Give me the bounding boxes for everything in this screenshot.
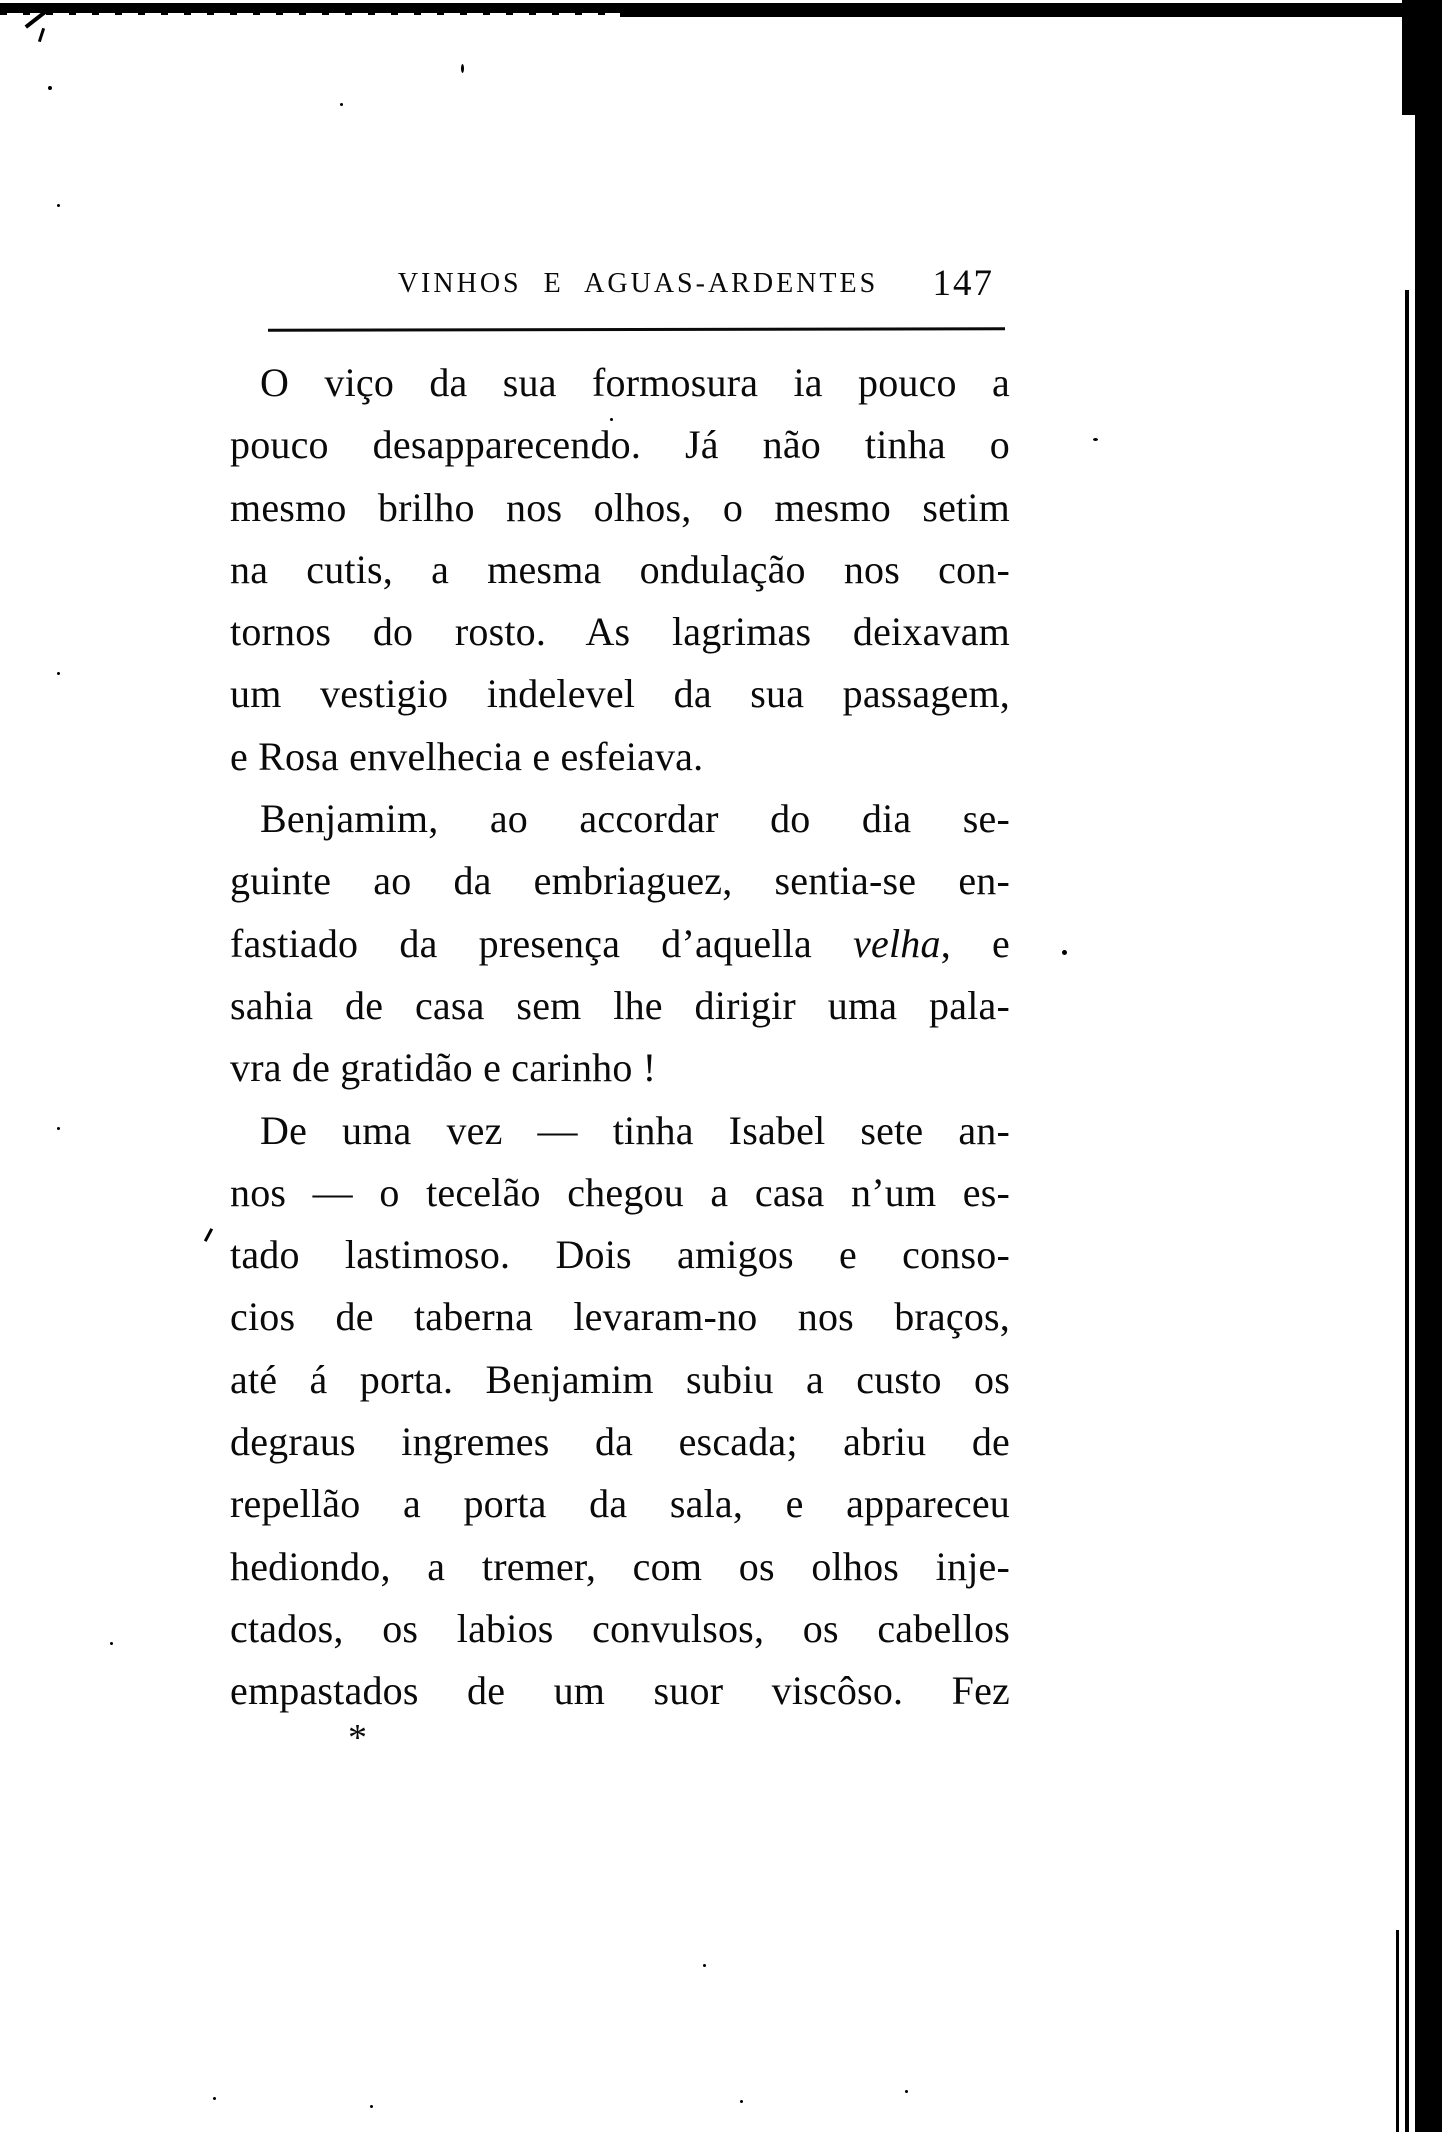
text-line [230, 1536, 1010, 1598]
text-line [230, 1598, 1010, 1660]
text-segment: cios de taberna levaram-no nos braços, [230, 1294, 1010, 1340]
text-line [230, 913, 1010, 975]
text-line [230, 1037, 1010, 1099]
text-line [230, 726, 1010, 788]
scan-top-edge-band [620, 12, 1442, 17]
text-segment: nos — o tecelão chegou a casa n’um es- [230, 1169, 1010, 1215]
text-line [230, 477, 1010, 539]
scan-right-edge-band [1415, 0, 1442, 2132]
text-line [230, 1473, 1010, 1535]
text-line [230, 1224, 1010, 1286]
paragraph [230, 1100, 1010, 1723]
text-line [230, 1286, 1010, 1348]
paragraph [230, 352, 1010, 788]
text-segment: guinte ao da embriaguez, sentia-se en- [230, 858, 1010, 904]
text-line [230, 850, 1010, 912]
text-segment: , e [940, 920, 1010, 966]
text-line [230, 1660, 1010, 1722]
scan-speck [905, 2090, 908, 2093]
text-segment: um vestigio indelevel da sua passagem, [230, 671, 1010, 717]
text-segment: na cutis, a mesma ondulação nos con- [230, 546, 1010, 592]
text-segment: Benjamim, ao accordar do dia se- [260, 796, 1010, 842]
page-number: 147 [932, 263, 994, 304]
text-segment: e Rosa envelhecia e esfeiava. [230, 733, 704, 779]
text-segment: empastados de um suor viscôso. Fez [230, 1668, 1010, 1714]
text-segment: fastiado da presença d’aquella [230, 920, 854, 966]
text-line [230, 975, 1010, 1037]
running-title: VINHOS E AGUAS-ARDENTES [397, 268, 879, 299]
text-line [230, 663, 1010, 725]
text-segment: tado lastimoso. Dois amigos e conso- [230, 1232, 1010, 1278]
scan-speck [57, 1127, 60, 1130]
scan-speck [204, 1228, 213, 1242]
scan-speck [110, 1642, 113, 1645]
text-segment: velha [853, 920, 941, 966]
text-segment: O viço da sua formosura ia pouco a [260, 360, 1010, 405]
header-rule [268, 327, 1005, 332]
scan-scratch [38, 28, 45, 42]
text-line [230, 539, 1010, 601]
scan-speck [1062, 950, 1067, 955]
scan-speck [340, 103, 343, 106]
text-line [230, 788, 1010, 850]
text-line [230, 1411, 1010, 1473]
text-segment: mesmo brilho nos olhos, o mesmo setim [230, 484, 1010, 530]
scan-right-edge-line [1396, 1930, 1399, 2132]
text-line [230, 352, 1010, 414]
scan-top-edge-fray [0, 12, 620, 15]
text-segment: degraus ingremes da escada; abriu de [230, 1419, 1010, 1465]
text-segment: pouco desapparecendo. Já não tinha o [230, 422, 1010, 468]
scan-speck [370, 2105, 373, 2108]
scan-speck [740, 2100, 743, 2103]
text-segment: De uma vez — tinha Isabel sete an- [260, 1107, 1010, 1153]
scan-right-edge-line [1405, 290, 1409, 2132]
scan-speck [57, 672, 60, 675]
text-segment: sahia de casa sem lhe dirigir uma pala- [230, 982, 1010, 1028]
text-segment: tornos do rosto. As lagrimas deixavam [230, 609, 1010, 655]
text-line [230, 1349, 1010, 1411]
text-line [230, 1162, 1010, 1224]
text-line [230, 1100, 1010, 1162]
scan-speck [213, 2097, 216, 2100]
text-block [230, 352, 1010, 1723]
scan-speck [703, 1964, 706, 1967]
scan-speck [461, 64, 464, 73]
paragraph [230, 788, 1010, 1099]
page-header [230, 262, 1010, 304]
scan-speck [1093, 438, 1098, 441]
text-segment: vra de gratidão e carinho ! [230, 1045, 657, 1091]
scan-speck [48, 86, 52, 90]
text-segment: ctados, os labios convulsos, os cabellos [230, 1605, 1010, 1651]
scan-speck [57, 204, 60, 207]
text-line [230, 601, 1010, 663]
text-line [230, 414, 1010, 476]
text-segment: até á porta. Benjamim subiu a custo os [230, 1356, 1010, 1402]
text-segment: hediondo, a tremer, com os olhos inje- [230, 1543, 1010, 1589]
text-segment: repellão a porta da sala, e appareceu [230, 1481, 1010, 1527]
scan-right-edge-band [1402, 0, 1442, 115]
signature-mark: * [348, 1717, 367, 1759]
